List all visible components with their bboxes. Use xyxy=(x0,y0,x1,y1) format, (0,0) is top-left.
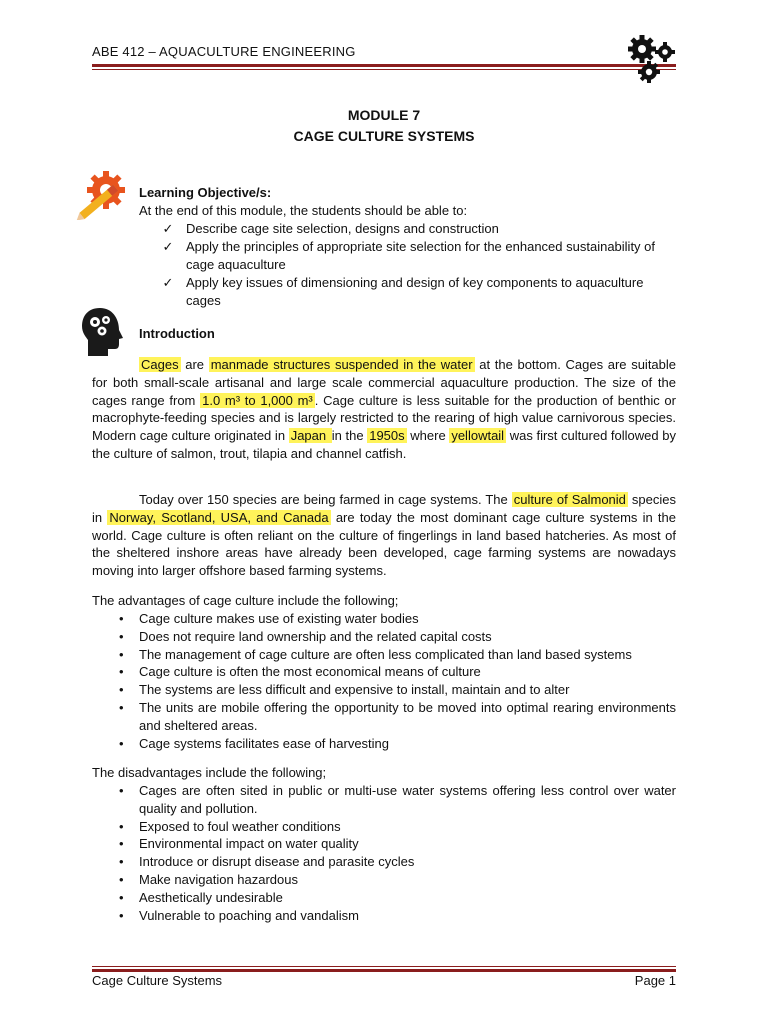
disadvantages-list xyxy=(92,782,676,924)
bullet-icon: • xyxy=(119,836,124,852)
bullet-icon: • xyxy=(119,611,124,626)
gear-pencil-icon xyxy=(76,168,132,220)
module-title: CAGE CULTURE SYSTEMS xyxy=(293,128,475,144)
intro-paragraph-1: Cages are manmade structures suspended in the water at the bottom. Cages are suitable for both small-scale artisanal and large scale commercial aquaculture production. The size of the cages range from 1.0 m³ to 1,000 m³ . Cage culture is less suitable for the production of benthic or macrophyte-feeding species and is largely restricted to the rearing of high value carnivorous species. Modern cage culture originated in Japan in the 1950s where yellowtail was first cultured followed by the culture of salmon, trout, tilapia and channel catfish. xyxy=(92,357,677,461)
list-item: • Exposed to foul weather conditions xyxy=(119,818,341,834)
head-gears-icon xyxy=(80,306,126,358)
checkmark-icon: ✓ xyxy=(162,239,174,254)
checkmark-icon: ✓ xyxy=(162,221,174,236)
objectives-title: Learning Objective/s: xyxy=(139,185,272,200)
highlight: 1.0 m³ to 1,000 m³ xyxy=(202,392,313,408)
bullet-icon: • xyxy=(119,699,124,715)
highlight: yellowtail xyxy=(451,428,505,444)
list-item: • Does not require land ownership and the related capital costs xyxy=(119,628,492,644)
list-item: • Cage systems facilitates ease of harvesting xyxy=(119,735,390,751)
footer-rule-thin xyxy=(92,966,676,967)
list-item: • Make navigation hazardous xyxy=(119,871,298,887)
bullet-icon: • xyxy=(119,664,124,680)
list-item: ✓ Apply key issues of dimensioning and design of key components to aquaculture cages xyxy=(162,275,644,308)
highlight: Norway, Scotland, USA, and Canada xyxy=(109,509,329,525)
bullet-icon: • xyxy=(119,646,124,662)
bullet-icon: • xyxy=(119,818,124,834)
list-item: • Environmental impact on water quality xyxy=(119,836,359,852)
checkmark-icon: ✓ xyxy=(162,275,174,290)
highlight: culture of Salmonid xyxy=(513,492,626,507)
highlight: 1950s xyxy=(369,428,405,444)
gears-icon xyxy=(625,32,679,86)
bullet-icon: • xyxy=(119,682,124,698)
list-item: • Cages are often sited in public or multi-use water systems offering less control over water quality and pollution. xyxy=(119,783,676,816)
bullet-icon: • xyxy=(119,783,124,798)
disadvantages-intro: The disadvantages include the following; xyxy=(92,765,327,780)
highlight: Japan xyxy=(290,428,330,444)
list-item: ✓ Describe cage site selection, designs and construction xyxy=(162,221,499,236)
header-rule-thick xyxy=(92,64,676,67)
introduction-heading: Introduction xyxy=(139,326,215,341)
highlight: manmade structures suspended in the water xyxy=(210,357,473,372)
intro-paragraph-2: Today over 150 species are being farmed in cage systems. The culture of Salmonid species in Norway, Scotland, USA, and Canada are today the most dominant cage culture systems in the world. Cage culture is often reliant on the culture of fingerlings in land based hatcheries. As most of the sheltered inshore areas have already been developed, cage farming systems are nowadays moving into larger offshore based farming systems. xyxy=(92,492,677,579)
bullet-icon: • xyxy=(119,628,124,644)
advantages-list xyxy=(92,610,676,752)
list-item: • The management of cage culture are often less complicated than land based systems xyxy=(119,646,632,662)
list-item: ✓ Apply the principles of appropriate site selection for the enhanced sustainability of cage aquaculture xyxy=(162,239,656,272)
list-item: • The systems are less difficult and expensive to install, maintain and to alter xyxy=(119,682,570,698)
bullet-icon: • xyxy=(119,889,124,905)
objectives-lead: At the end of this module, the students should be able to: xyxy=(139,203,468,218)
list-item: • Vulnerable to poaching and vandalism xyxy=(119,907,359,923)
header-rule-thin xyxy=(92,69,676,70)
bullet-icon: • xyxy=(119,871,124,887)
module-number: MODULE 7 xyxy=(347,107,421,123)
list-item: • Introduce or disrupt disease and parasite cycles xyxy=(119,854,415,870)
bullet-icon: • xyxy=(119,907,124,923)
highlight: Cages xyxy=(141,357,179,372)
list-item: • Aesthetically undesirable xyxy=(119,889,283,905)
footer-title: Cage Culture Systems xyxy=(92,973,223,988)
list-item: • Cage culture is often the most economical means of culture xyxy=(119,664,481,680)
learning-objectives xyxy=(139,184,679,310)
objectives-list xyxy=(139,220,679,310)
bullet-icon: • xyxy=(119,735,124,751)
page-number: Page 1 xyxy=(634,973,676,988)
advantages-intro: The advantages of cage culture include the following; xyxy=(92,593,399,608)
bullet-icon: • xyxy=(119,854,124,870)
list-item: • The units are mobile offering the opportunity to be moved into optimal rearing environments and sheltered areas. xyxy=(119,699,676,733)
running-header-title: ABE 412 – AQUACULTURE ENGINEERING xyxy=(92,44,356,59)
footer-rule-thick xyxy=(92,969,676,972)
list-item: • Cage culture makes use of existing water bodies xyxy=(119,611,419,626)
